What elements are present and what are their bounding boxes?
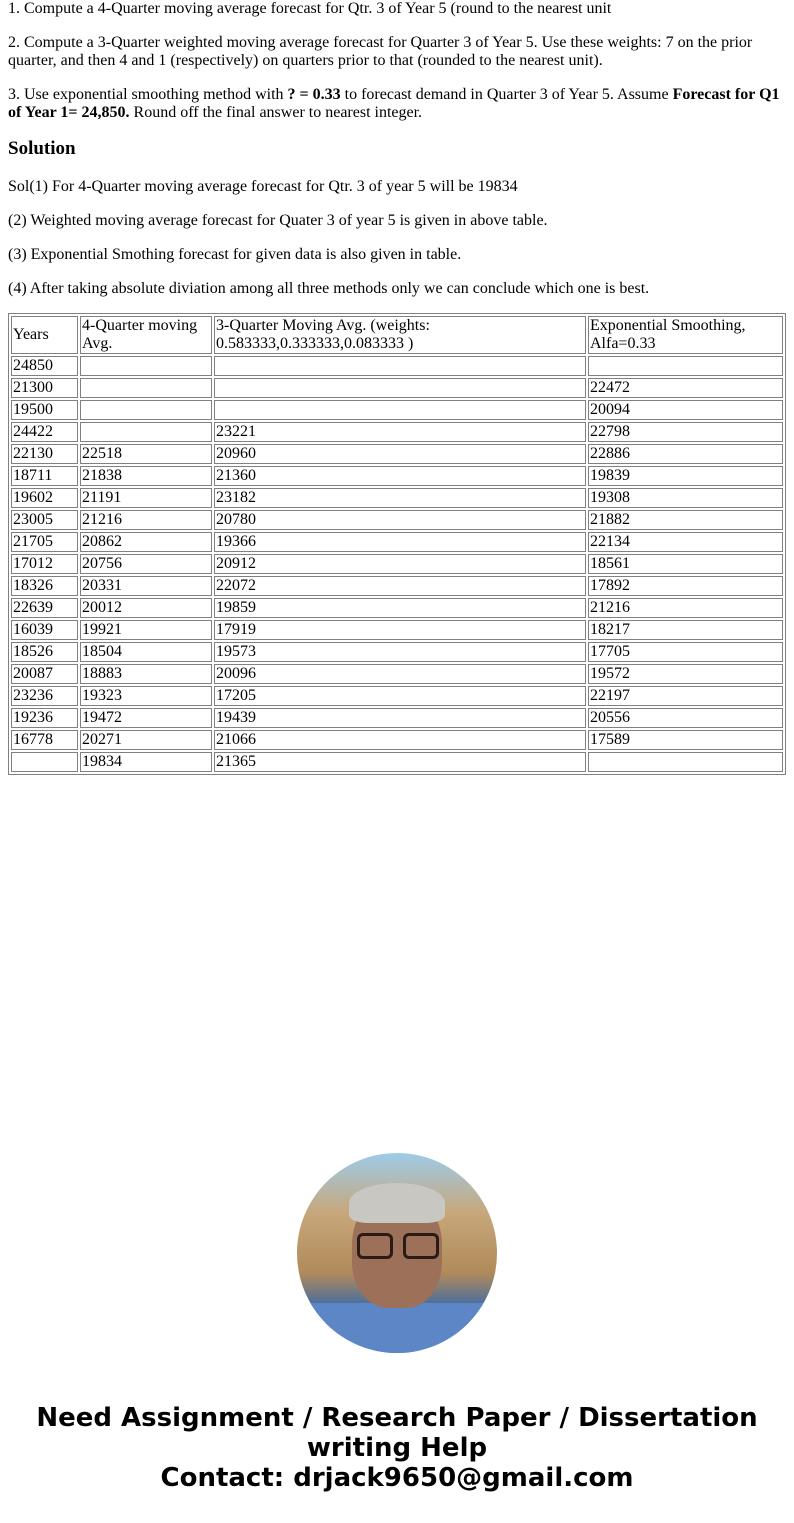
table-row (11, 532, 783, 552)
header-3q-weighted-avg: 3-Quarter Moving Avg. (weights: 0.583333,0.333333,0.083333 ) (214, 316, 586, 354)
cell-exp-smoothing: 22472 (588, 378, 783, 398)
cell-4q-avg (80, 422, 212, 442)
solution-1: Sol(1) For 4-Quarter moving average forecast for Qtr. 3 of year 5 will be 19834 (8, 178, 518, 195)
table-row (11, 378, 783, 398)
cell-3q-weighted (214, 378, 586, 398)
footer-banner (0, 1403, 794, 1493)
cell-4q-avg: 20756 (80, 554, 212, 574)
table-row (11, 686, 783, 706)
table-row (11, 554, 783, 574)
cell-years: 18326 (11, 576, 78, 596)
cell-3q-weighted: 21365 (214, 752, 586, 772)
cell-exp-smoothing: 17892 (588, 576, 783, 596)
cell-3q-weighted: 17919 (214, 620, 586, 640)
cell-3q-weighted: 19439 (214, 708, 586, 728)
cell-4q-avg (80, 400, 212, 420)
cell-exp-smoothing: 22197 (588, 686, 783, 706)
cell-exp-smoothing (588, 752, 783, 772)
header-exp-smoothing: Exponential Smoothing, Alfa=0.33 (588, 316, 783, 354)
cell-years: 21300 (11, 378, 78, 398)
cell-years: 23005 (11, 510, 78, 530)
cell-exp-smoothing (588, 356, 783, 376)
cell-4q-avg: 20862 (80, 532, 212, 552)
cell-exp-smoothing: 22798 (588, 422, 783, 442)
cell-3q-weighted: 23221 (214, 422, 586, 442)
cell-years: 22639 (11, 598, 78, 618)
solution-2: (2) Weighted moving average forecast for Quater 3 of year 5 is given in above table. (8, 212, 548, 229)
cell-years: 16039 (11, 620, 78, 640)
cell-exp-smoothing: 18561 (588, 554, 783, 574)
table-row (11, 422, 783, 442)
question-1: 1. Compute a 4-Quarter moving average forecast for Qtr. 3 of Year 5 (round to the nearest unit (8, 0, 612, 17)
cell-4q-avg: 21838 (80, 466, 212, 486)
cell-years (11, 752, 78, 772)
cell-3q-weighted: 21360 (214, 466, 586, 486)
cell-years: 17012 (11, 554, 78, 574)
cell-years: 24850 (11, 356, 78, 376)
cell-exp-smoothing: 22134 (588, 532, 783, 552)
q3-text: to forecast demand in Quarter 3 of Year 5. Assume (340, 86, 673, 103)
cell-4q-avg (80, 378, 212, 398)
cell-4q-avg: 19323 (80, 686, 212, 706)
q3-initial-forecast: Forecast for Q1 of Year 1= 24,850. (8, 86, 780, 121)
cell-years: 16778 (11, 730, 78, 750)
cell-years: 19500 (11, 400, 78, 420)
q3-alpha: ? = 0.33 (287, 86, 341, 103)
table-row (11, 752, 783, 772)
cell-3q-weighted: 20780 (214, 510, 586, 530)
cell-3q-weighted: 23182 (214, 488, 586, 508)
table-row (11, 620, 783, 640)
cell-4q-avg: 20012 (80, 598, 212, 618)
table-row (11, 356, 783, 376)
author-photo (297, 1153, 497, 1353)
table-row (11, 466, 783, 486)
solution-3: (3) Exponential Smothing forecast for given data is also given in table. (8, 246, 462, 263)
cell-exp-smoothing: 21216 (588, 598, 783, 618)
table-row (11, 642, 783, 662)
cell-3q-weighted: 19366 (214, 532, 586, 552)
table-row (11, 400, 783, 420)
cell-4q-avg: 22518 (80, 444, 212, 464)
q3-text: Round off the final answer to nearest integer. (129, 104, 423, 121)
cell-years: 22130 (11, 444, 78, 464)
table-row (11, 576, 783, 596)
q3-text: 3. Use exponential smoothing method with (8, 86, 288, 103)
header-years: Years (11, 316, 78, 354)
cell-4q-avg (80, 356, 212, 376)
table-row (11, 664, 783, 684)
question-2: 2. Compute a 3-Quarter weighted moving average forecast for Quarter 3 of Year 5. Use these weights: 7 on the prior quarter, and then 4 and 1 (respectively) on quarters prior to that (rounded to the nearest unit). (8, 34, 753, 69)
cell-4q-avg: 19472 (80, 708, 212, 728)
table-row (11, 708, 783, 728)
footer-contact: Contact: drjack9650@gmail.com (160, 1463, 634, 1493)
cell-3q-weighted: 19859 (214, 598, 586, 618)
table-row (11, 598, 783, 618)
cell-4q-avg: 20271 (80, 730, 212, 750)
cell-4q-avg: 18504 (80, 642, 212, 662)
cell-3q-weighted (214, 356, 586, 376)
cell-4q-avg: 19834 (80, 752, 212, 772)
solution-heading: Solution (8, 138, 76, 159)
cell-exp-smoothing: 19839 (588, 466, 783, 486)
cell-years: 24422 (11, 422, 78, 442)
cell-exp-smoothing: 22886 (588, 444, 783, 464)
cell-exp-smoothing: 18217 (588, 620, 783, 640)
cell-years: 18526 (11, 642, 78, 662)
cell-3q-weighted: 22072 (214, 576, 586, 596)
forecast-table (8, 313, 786, 775)
cell-3q-weighted: 20912 (214, 554, 586, 574)
solution-4: (4) After taking absolute diviation among all three methods only we can conclude which one is best. (8, 280, 650, 297)
cell-exp-smoothing: 19308 (588, 488, 783, 508)
footer-help-text: Need Assignment / Research Paper / Dissertation writing Help (36, 1403, 758, 1463)
cell-exp-smoothing: 20556 (588, 708, 783, 728)
cell-exp-smoothing: 21882 (588, 510, 783, 530)
cell-4q-avg: 19921 (80, 620, 212, 640)
cell-years: 19236 (11, 708, 78, 728)
table-header-row (11, 316, 783, 354)
cell-years: 21705 (11, 532, 78, 552)
cell-years: 19602 (11, 488, 78, 508)
cell-3q-weighted: 20096 (214, 664, 586, 684)
table-row (11, 444, 783, 464)
cell-years: 23236 (11, 686, 78, 706)
cell-4q-avg: 20331 (80, 576, 212, 596)
table-row (11, 488, 783, 508)
cell-4q-avg: 21191 (80, 488, 212, 508)
cell-years: 20087 (11, 664, 78, 684)
cell-3q-weighted: 21066 (214, 730, 586, 750)
cell-exp-smoothing: 17705 (588, 642, 783, 662)
cell-exp-smoothing: 20094 (588, 400, 783, 420)
table-row (11, 730, 783, 750)
cell-3q-weighted: 19573 (214, 642, 586, 662)
table-row (11, 510, 783, 530)
cell-3q-weighted: 17205 (214, 686, 586, 706)
cell-years: 18711 (11, 466, 78, 486)
cell-3q-weighted (214, 400, 586, 420)
cell-exp-smoothing: 17589 (588, 730, 783, 750)
cell-4q-avg: 18883 (80, 664, 212, 684)
header-4q-moving-avg: 4-Quarter moving Avg. (80, 316, 212, 354)
cell-4q-avg: 21216 (80, 510, 212, 530)
cell-3q-weighted: 20960 (214, 444, 586, 464)
cell-exp-smoothing: 19572 (588, 664, 783, 684)
question-3 (8, 86, 786, 122)
